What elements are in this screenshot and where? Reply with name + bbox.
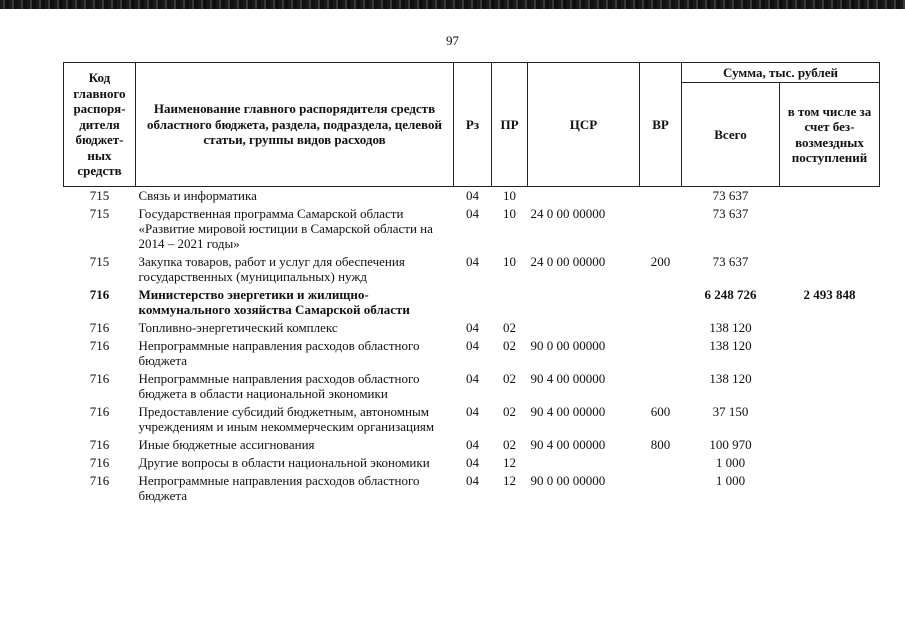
table-row xyxy=(64,286,880,319)
cell-pr: 02 xyxy=(503,371,516,386)
cell-grants xyxy=(780,370,880,403)
cell-vr xyxy=(640,187,682,206)
cell-pr: 02 xyxy=(503,437,516,452)
cell-rz: 04 xyxy=(466,455,479,470)
cell-rz: 04 xyxy=(466,188,479,203)
cell-total: 138 120 xyxy=(709,371,752,386)
cell-name: Непрограммные направления расходов областного бюджета xyxy=(138,473,420,503)
table-row xyxy=(64,337,880,370)
cell-rz: 04 xyxy=(466,206,479,221)
table-row xyxy=(64,253,880,286)
cell-name: Непрограммные направления расходов областного бюджета xyxy=(138,338,420,368)
scan-edge-band xyxy=(0,0,905,9)
cell-rz: 04 xyxy=(466,338,479,353)
cell-code: 716 xyxy=(89,404,110,419)
cell-rz: 04 xyxy=(466,437,479,452)
cell-total: 73 637 xyxy=(712,254,749,269)
cell-csr: 90 4 00 00000 xyxy=(530,371,606,386)
cell-rz: 04 xyxy=(466,473,479,488)
header-code: Код главного распоря-дителя бюджет-ных средств xyxy=(64,63,136,187)
cell-total: 37 150 xyxy=(712,404,749,419)
cell-total: 100 970 xyxy=(709,437,752,452)
cell-csr: 90 0 00 00000 xyxy=(530,338,606,353)
cell-code: 716 xyxy=(89,371,110,386)
cell-vr xyxy=(640,286,682,319)
cell-csr: 24 0 00 00000 xyxy=(530,206,606,221)
cell-pr: 02 xyxy=(503,404,516,419)
cell-grants xyxy=(780,205,880,253)
cell-code: 715 xyxy=(89,254,110,269)
cell-csr: 24 0 00 00000 xyxy=(530,254,606,269)
cell-pr: 10 xyxy=(503,188,516,203)
cell-pr xyxy=(492,286,528,319)
cell-csr xyxy=(528,187,640,206)
cell-rz: 04 xyxy=(466,254,479,269)
cell-name: Государственная программа Самарской области «Развитие мировой юстиции в Самарской области на 2014 – 2021 годы» xyxy=(138,206,433,251)
table-row xyxy=(64,454,880,472)
cell-csr: 90 4 00 00000 xyxy=(530,404,606,419)
cell-grants xyxy=(780,319,880,337)
cell-name: Предоставление субсидий бюджетным, автономным учреждениям и иным некоммерческим организациям xyxy=(138,404,435,434)
cell-pr: 10 xyxy=(503,206,516,221)
table-row xyxy=(64,436,880,454)
table-body xyxy=(64,187,880,506)
cell-name: Иные бюджетные ассигнования xyxy=(138,437,315,452)
cell-vr xyxy=(640,337,682,370)
cell-vr xyxy=(640,205,682,253)
cell-grants xyxy=(780,472,880,505)
table-row xyxy=(64,370,880,403)
cell-grants xyxy=(780,454,880,472)
cell-name: Топливно-энергетический комплекс xyxy=(138,320,338,335)
cell-name: Закупка товаров, работ и услуг для обеспечения государственных (муниципальных) нужд xyxy=(138,254,405,284)
cell-code: 716 xyxy=(89,437,110,452)
cell-pr: 02 xyxy=(503,338,516,353)
cell-total: 1 000 xyxy=(715,455,746,470)
cell-code: 715 xyxy=(89,206,110,221)
cell-total: 73 637 xyxy=(712,188,749,203)
cell-vr xyxy=(640,370,682,403)
header-csr: ЦСР xyxy=(528,63,640,187)
cell-total: 1 000 xyxy=(715,473,746,488)
cell-grants: 2 493 848 xyxy=(803,287,856,302)
cell-rz xyxy=(454,286,492,319)
table-row xyxy=(64,319,880,337)
cell-vr: 600 xyxy=(650,404,671,419)
table-row xyxy=(64,403,880,436)
cell-grants xyxy=(780,403,880,436)
cell-grants xyxy=(780,436,880,454)
cell-total: 138 120 xyxy=(709,338,752,353)
header-total: Всего xyxy=(682,83,780,187)
cell-rz: 04 xyxy=(466,404,479,419)
cell-pr: 12 xyxy=(503,455,516,470)
cell-total: 73 637 xyxy=(712,206,749,221)
cell-pr: 10 xyxy=(503,254,516,269)
cell-vr xyxy=(640,472,682,505)
cell-pr: 02 xyxy=(503,320,516,335)
cell-code: 716 xyxy=(89,338,110,353)
header-rz: Рз xyxy=(454,63,492,187)
cell-rz: 04 xyxy=(466,371,479,386)
table-row xyxy=(64,472,880,505)
cell-grants xyxy=(780,337,880,370)
table-row xyxy=(64,205,880,253)
cell-csr xyxy=(528,286,640,319)
cell-total: 138 120 xyxy=(709,320,752,335)
cell-vr: 200 xyxy=(650,254,671,269)
cell-name: Связь и информатика xyxy=(138,188,257,203)
cell-code: 716 xyxy=(89,287,110,302)
cell-rz: 04 xyxy=(466,320,479,335)
cell-vr: 800 xyxy=(650,437,671,452)
cell-total: 6 248 726 xyxy=(704,287,757,302)
cell-csr xyxy=(528,454,640,472)
cell-code: 716 xyxy=(89,455,110,470)
cell-name: Министерство энергетики и жилищно-коммунального хозяйства Самарской области xyxy=(138,287,410,317)
cell-code: 716 xyxy=(89,320,110,335)
cell-grants xyxy=(780,253,880,286)
page-number: 97 xyxy=(446,33,459,48)
cell-code: 715 xyxy=(89,188,110,203)
header-name: Наименование главного распорядителя средств областного бюджета, раздела, подраздела, целевой статьи, группы видов расходов xyxy=(136,63,454,187)
header-pr: ПР xyxy=(492,63,528,187)
cell-csr: 90 4 00 00000 xyxy=(530,437,606,452)
header-grants: в том числе за счет без-возмездных поступлений xyxy=(780,83,880,187)
budget-table xyxy=(63,62,880,505)
cell-pr: 12 xyxy=(503,473,516,488)
header-vr: ВР xyxy=(640,63,682,187)
header-sum: Сумма, тыс. рублей xyxy=(682,63,880,83)
cell-code: 716 xyxy=(89,473,110,488)
table-row xyxy=(64,187,880,206)
cell-grants xyxy=(780,187,880,206)
cell-csr: 90 0 00 00000 xyxy=(530,473,606,488)
cell-vr xyxy=(640,454,682,472)
cell-name: Другие вопросы в области национальной экономики xyxy=(138,455,430,470)
cell-name: Непрограммные направления расходов областного бюджета в области национальной экономики xyxy=(138,371,420,401)
cell-csr xyxy=(528,319,640,337)
cell-vr xyxy=(640,319,682,337)
